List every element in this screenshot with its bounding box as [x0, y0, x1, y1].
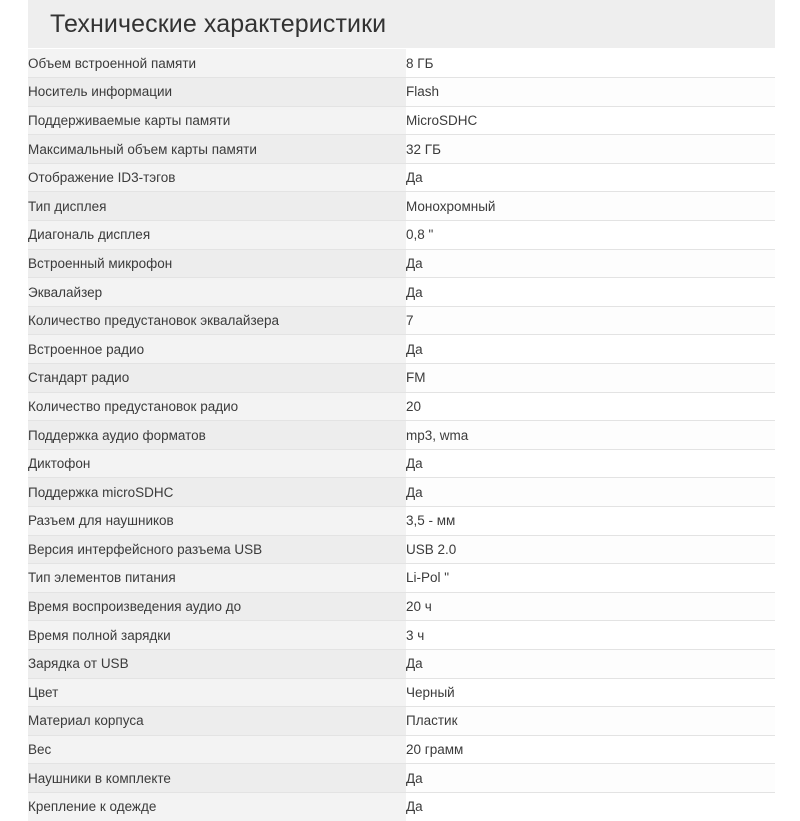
table-row: [28, 221, 775, 250]
table-row: [28, 249, 775, 278]
spec-label-cell: Отображение ID3-тэгов: [28, 163, 406, 192]
spec-value-cell: Да: [406, 792, 775, 821]
spec-label-cell: Поддержка microSDHC: [28, 478, 406, 507]
spec-label-cell: Эквалайзер: [28, 278, 406, 307]
spec-value-cell: 0,8 ": [406, 221, 775, 250]
spec-value-cell: Да: [406, 163, 775, 192]
table-row: [28, 535, 775, 564]
spec-value-cell: 3,5 - мм: [406, 507, 775, 536]
spec-value-cell: mp3, wma: [406, 421, 775, 450]
table-row: [28, 163, 775, 192]
spec-value-cell: MicroSDHC: [406, 106, 775, 135]
spec-label-cell: Наушники в комплекте: [28, 764, 406, 793]
spec-label-cell: Разъем для наушников: [28, 507, 406, 536]
specifications-table-body: [28, 49, 775, 821]
spec-value-cell: Да: [406, 478, 775, 507]
specifications-table: [28, 49, 775, 821]
spec-label-cell: Версия интерфейсного разъема USB: [28, 535, 406, 564]
spec-label-cell: Диктофон: [28, 449, 406, 478]
spec-label-cell: Зарядка от USB: [28, 649, 406, 678]
table-row: [28, 306, 775, 335]
spec-value-cell: Да: [406, 335, 775, 364]
spec-value-cell: 20 грамм: [406, 735, 775, 764]
spec-value-cell: Да: [406, 764, 775, 793]
table-row: [28, 564, 775, 593]
spec-value-cell: Да: [406, 449, 775, 478]
specifications-header: [28, 0, 775, 48]
spec-value-cell: 20: [406, 392, 775, 421]
spec-value-cell: 32 ГБ: [406, 135, 775, 164]
spec-label-cell: Максимальный объем карты памяти: [28, 135, 406, 164]
table-row: [28, 478, 775, 507]
table-row: [28, 78, 775, 107]
spec-value-cell: Черный: [406, 678, 775, 707]
spec-label-cell: Количество предустановок эквалайзера: [28, 306, 406, 335]
table-row: [28, 507, 775, 536]
spec-value-cell: USB 2.0: [406, 535, 775, 564]
table-row: [28, 707, 775, 736]
spec-value-cell: Да: [406, 649, 775, 678]
table-row: [28, 135, 775, 164]
spec-label-cell: Объем встроенной памяти: [28, 49, 406, 78]
spec-label-cell: Крепление к одежде: [28, 792, 406, 821]
table-row: [28, 764, 775, 793]
table-row: [28, 649, 775, 678]
table-row: [28, 449, 775, 478]
spec-label-cell: Цвет: [28, 678, 406, 707]
spec-label-cell: Встроенный микрофон: [28, 249, 406, 278]
spec-label-cell: Поддержка аудио форматов: [28, 421, 406, 450]
spec-label-cell: Время воспроизведения аудио до: [28, 592, 406, 621]
spec-value-cell: 3 ч: [406, 621, 775, 650]
table-row: [28, 621, 775, 650]
spec-label-cell: Количество предустановок радио: [28, 392, 406, 421]
spec-value-cell: 20 ч: [406, 592, 775, 621]
table-row: [28, 678, 775, 707]
table-row: [28, 278, 775, 307]
spec-label-cell: Диагональ дисплея: [28, 221, 406, 250]
table-row: [28, 421, 775, 450]
table-row: [28, 792, 775, 821]
spec-label-cell: Материал корпуса: [28, 707, 406, 736]
table-row: [28, 592, 775, 621]
spec-label-cell: Время полной зарядки: [28, 621, 406, 650]
spec-label-cell: Стандарт радио: [28, 364, 406, 393]
table-row: [28, 364, 775, 393]
spec-label-cell: Носитель информации: [28, 78, 406, 107]
spec-label-cell: Тип дисплея: [28, 192, 406, 221]
spec-value-cell: FM: [406, 364, 775, 393]
spec-value-cell: Пластик: [406, 707, 775, 736]
table-row: [28, 735, 775, 764]
table-row: [28, 335, 775, 364]
spec-label-cell: Тип элементов питания: [28, 564, 406, 593]
spec-value-cell: Монохромный: [406, 192, 775, 221]
spec-value-cell: Да: [406, 249, 775, 278]
table-row: [28, 392, 775, 421]
page-title: Технические характеристики: [50, 9, 387, 38]
spec-value-cell: 7: [406, 306, 775, 335]
table-row: [28, 192, 775, 221]
spec-value-cell: Flash: [406, 78, 775, 107]
spec-label-cell: Вес: [28, 735, 406, 764]
table-row: [28, 106, 775, 135]
spec-label-cell: Поддерживаемые карты памяти: [28, 106, 406, 135]
table-row: [28, 49, 775, 78]
spec-value-cell: Да: [406, 278, 775, 307]
spec-value-cell: 8 ГБ: [406, 49, 775, 78]
spec-value-cell: Li-Pol ": [406, 564, 775, 593]
spec-label-cell: Встроенное радио: [28, 335, 406, 364]
